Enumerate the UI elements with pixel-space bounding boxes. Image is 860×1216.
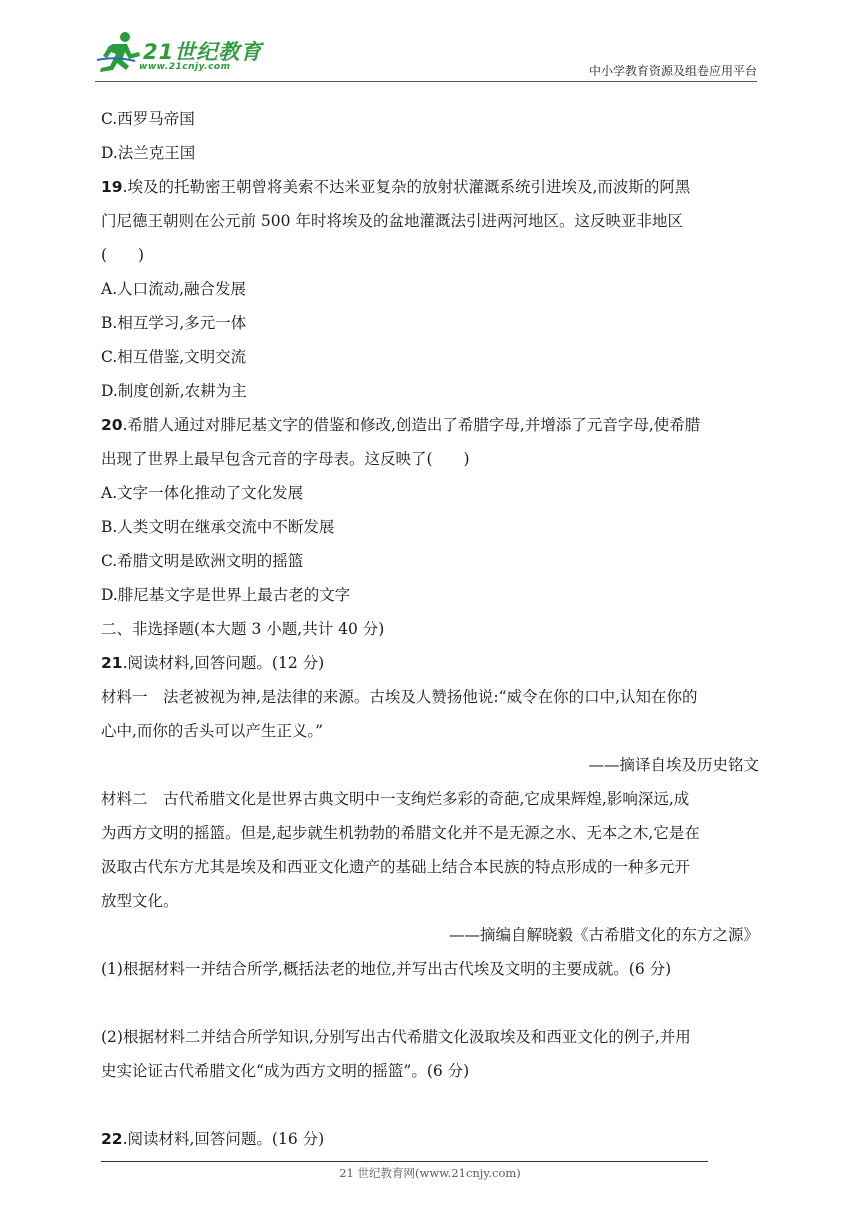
q19-option-d: D.制度创新,农耕为主 — [101, 382, 247, 400]
q19-option-c: C.相互借鉴,文明交流 — [101, 348, 247, 366]
material2-line2: 为西方文明的摇篮。但是,起步就生机勃勃的希腊文化并不是无源之水、无本之木,它是在 — [101, 824, 700, 842]
q21-title — [101, 646, 759, 680]
logo-url: www.21cnjy.com — [139, 62, 231, 72]
q21-sub1: (1)根据材料一并结合所学,概括法老的地位,并写出古代埃及文明的主要成就。(6 分) — [101, 960, 672, 978]
q18-option-d: D.法兰克王国 — [101, 144, 196, 162]
material2-source: ——摘编自解晓毅《古希腊文化的东方之源》 — [448, 926, 759, 944]
q18-option-c: C.西罗马帝国 — [101, 110, 195, 128]
q20-option-a: A.文字一体化推动了文化发展 — [101, 484, 304, 502]
site-logo — [95, 30, 265, 76]
q20-stem-line2: 出现了世界上最早包含元音的字母表。这反映了( ) — [101, 450, 470, 468]
q22-title — [101, 1122, 759, 1156]
page-footer: 21 世纪教育网(www.21cnjy.com) — [339, 1166, 521, 1180]
material2-line4: 放型文化。 — [101, 892, 179, 910]
section-heading: 二、非选择题(本大题 3 小题,共计 40 分) — [101, 620, 385, 638]
runner-icon — [95, 30, 145, 76]
q20-stem-line1 — [101, 408, 759, 442]
q21-sub2-line2: 史实论证古代希腊文化“成为西方文明的摇篮”。(6 分) — [101, 1062, 470, 1080]
q22-title-text: .阅读材料,回答问题。(16 分) — [122, 1130, 325, 1148]
answer-space — [101, 1088, 759, 1122]
q19-option-a: A.人口流动,融合发展 — [101, 280, 247, 298]
q19-stem-text: .埃及的托勒密王朝曾将美索不达米亚复杂的放射状灌溉系统引进埃及,而波斯的阿黑 — [122, 178, 691, 196]
q19-stem-line2: 门尼德王朝则在公元前 500 年时将埃及的盆地灌溉法引进两河地区。这反映亚非地区 — [101, 212, 683, 230]
header-divider — [95, 81, 757, 82]
q19-stem-line3: ( ) — [101, 246, 145, 264]
answer-space — [101, 986, 759, 1020]
q20-number: 20 — [101, 416, 123, 434]
q21-title-text: .阅读材料,回答问题。(12 分) — [122, 654, 325, 672]
page-header — [95, 30, 757, 82]
q22-number: 22 — [101, 1130, 123, 1148]
q21-sub2-line1: (2)根据材料二并结合所学知识,分别写出古代希腊文化汲取埃及和西亚文化的例子,并用 — [101, 1028, 691, 1046]
header-platform-text: 中小学教育资源及组卷应用平台 — [588, 64, 757, 78]
material2-line3: 汲取古代东方尤其是埃及和西亚文化遗产的基础上结合本民族的特点形成的一种多元开 — [101, 858, 691, 876]
q20-option-b: B.人类文明在继承交流中不断发展 — [101, 518, 335, 536]
material2-line1: 材料二 古代希腊文化是世界古典文明中一支绚烂多彩的奇葩,它成果辉煌,影响深远,成 — [101, 790, 690, 808]
q19-option-b: B.相互学习,多元一体 — [101, 314, 247, 332]
q19-number: 19 — [101, 178, 123, 196]
logo-text: 21世纪教育 — [143, 40, 263, 64]
material1-line2: 心中,而你的舌头可以产生正义。” — [101, 722, 324, 740]
footer-divider — [101, 1161, 708, 1162]
q19-stem-line1 — [101, 170, 759, 204]
material1-source: ——摘译自埃及历史铭文 — [588, 756, 759, 774]
exam-content — [101, 102, 759, 1156]
q20-stem-text: .希腊人通过对腓尼基文字的借鉴和修改,创造出了希腊字母,并增添了元音字母,使希腊 — [122, 416, 701, 434]
q20-option-c: C.希腊文明是欧洲文明的摇篮 — [101, 552, 304, 570]
material1-line1: 材料一 法老被视为神,是法律的来源。古埃及人赞扬他说:“威令在你的口中,认知在你的 — [101, 688, 698, 706]
q21-number: 21 — [101, 654, 123, 672]
q20-option-d: D.腓尼基文字是世界上最古老的文字 — [101, 586, 351, 604]
